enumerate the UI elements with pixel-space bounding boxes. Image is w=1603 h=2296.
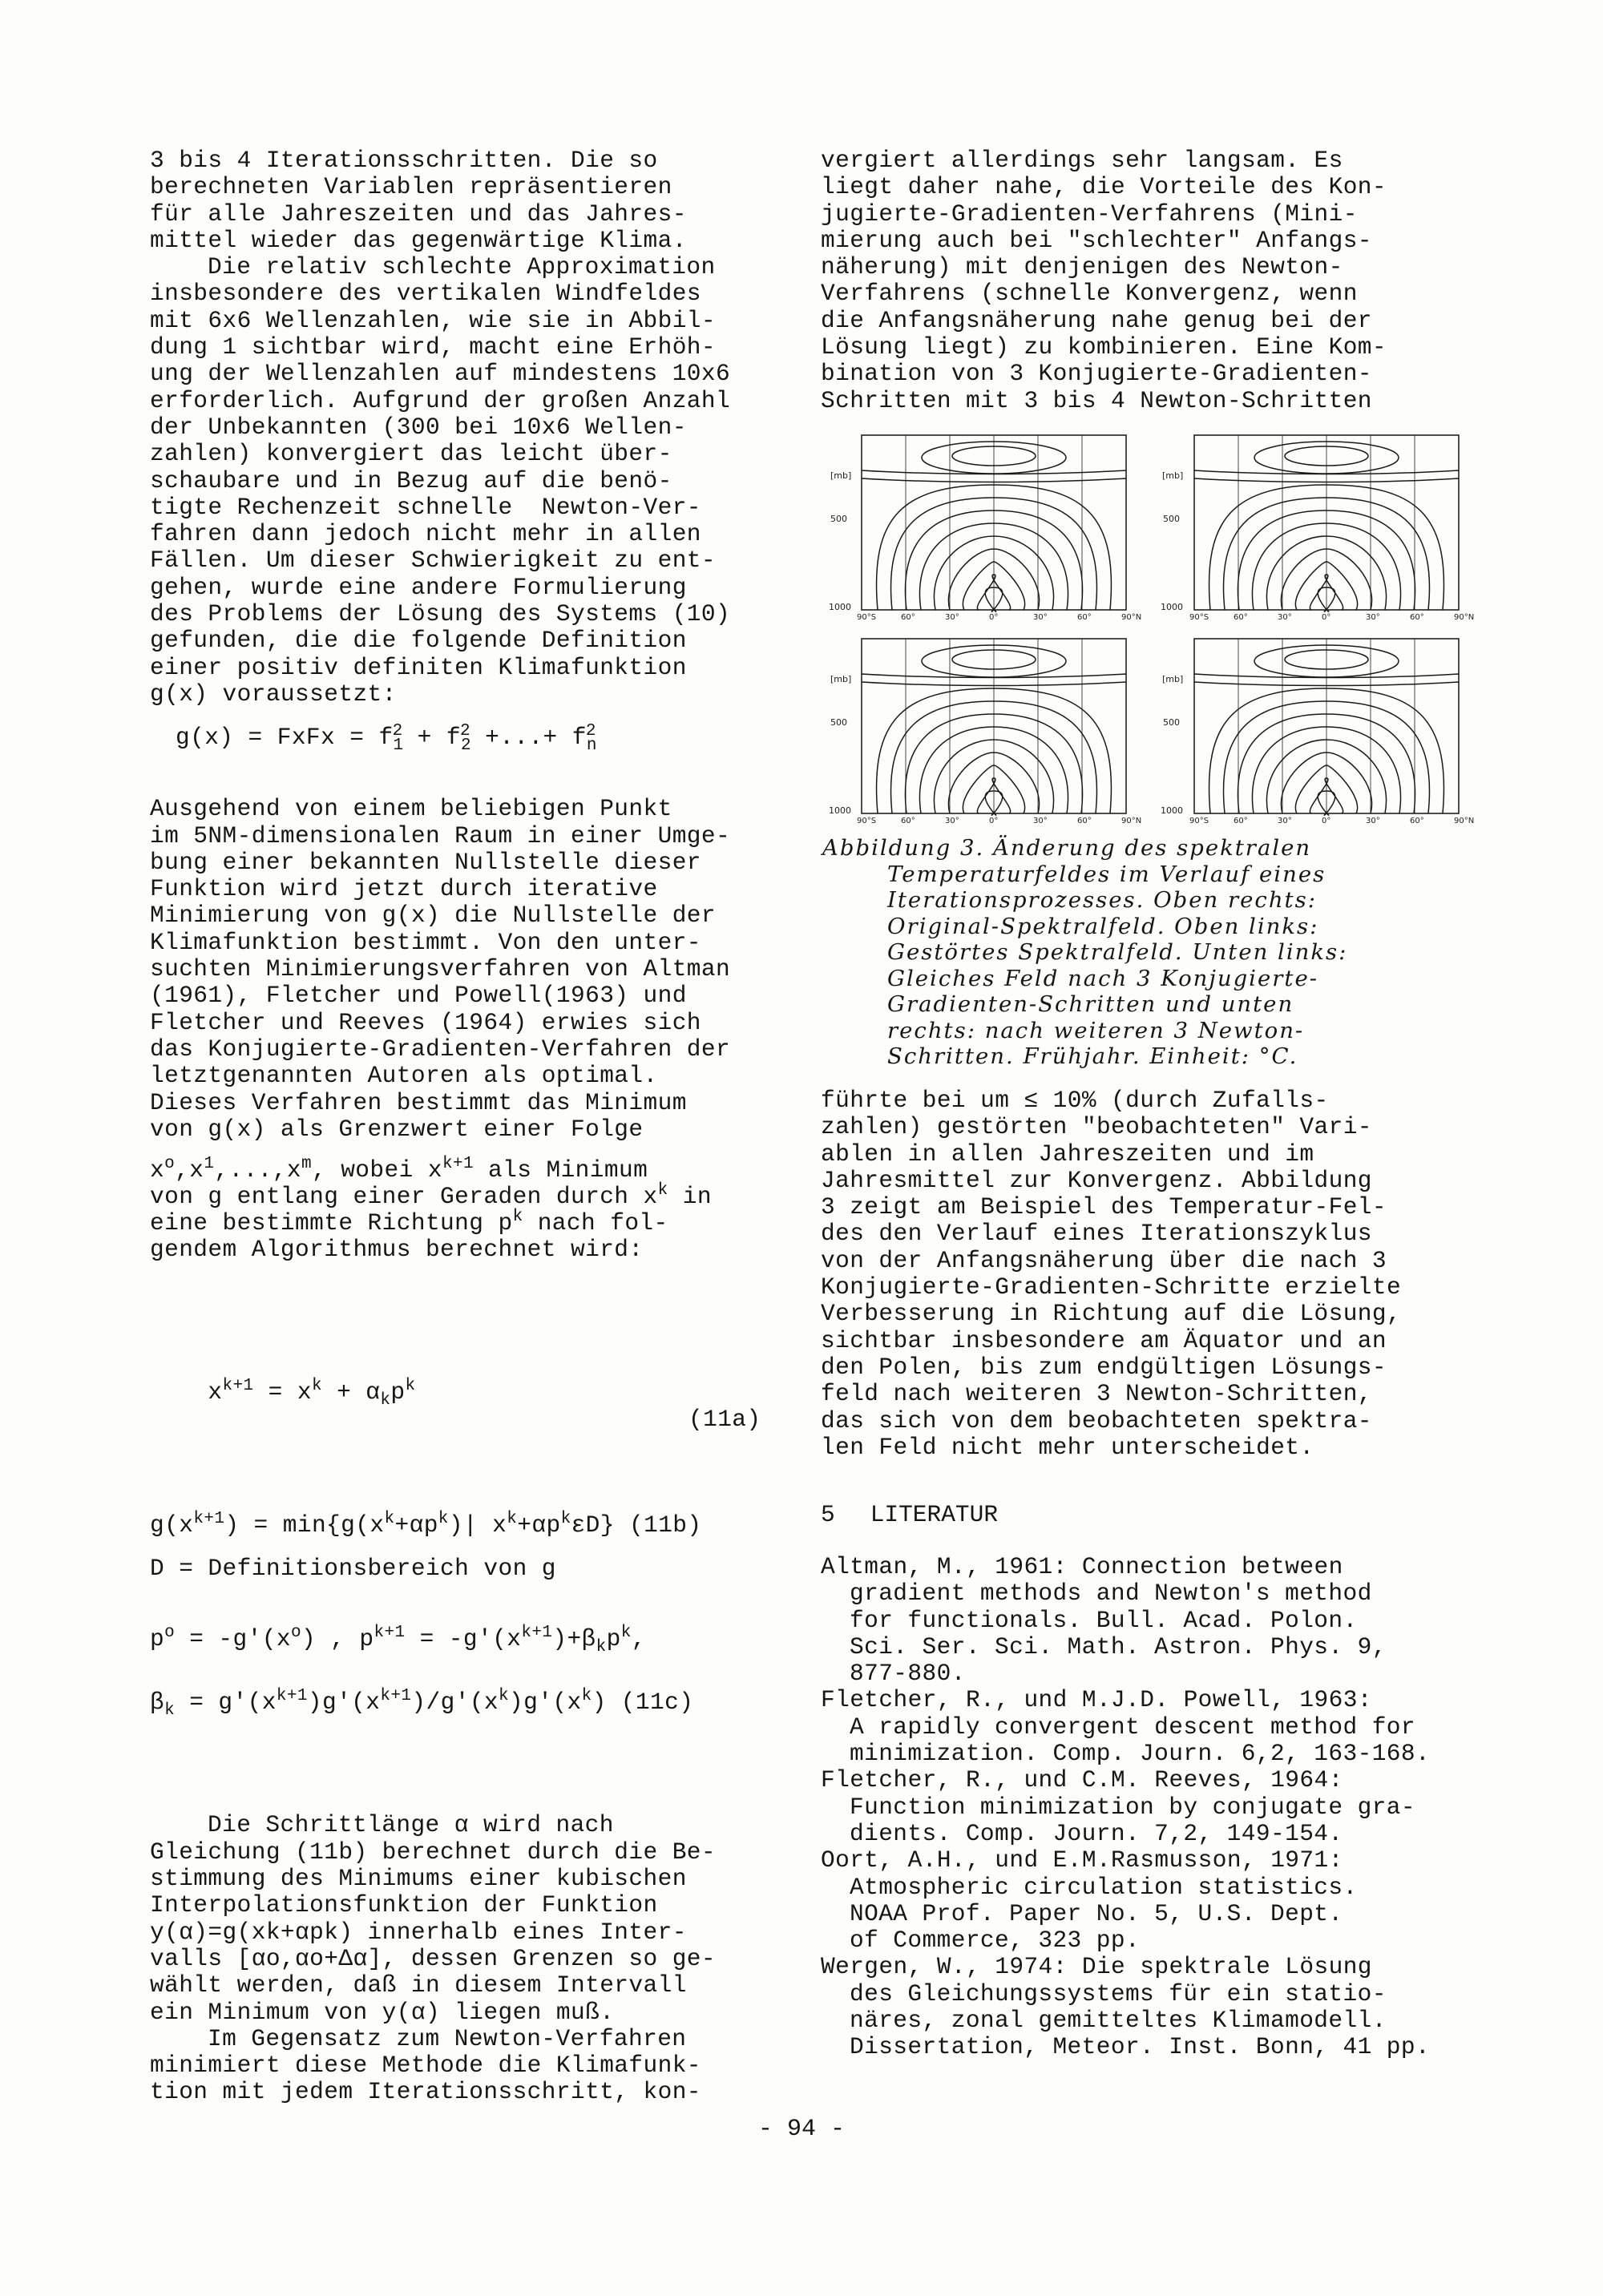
- text-line: bination von 3 Konjugierte-Gradienten-: [821, 360, 1372, 388]
- eq-part: p: [390, 1378, 406, 1406]
- caption-line: Abbildung 3. Änderung des spektralen: [822, 835, 1312, 861]
- eq-sup: k+1: [380, 1687, 412, 1706]
- reference-line: minimization. Comp. Journ. 6,2, 163-168.: [850, 1740, 1431, 1768]
- eq-part: +αp: [394, 1511, 438, 1539]
- eq-sup: k+1: [373, 1624, 406, 1643]
- eq-part: εD} (11b): [571, 1511, 702, 1539]
- text-line: letztgenannten Autoren als optimal.: [150, 1062, 658, 1090]
- x-tick: 60°: [1077, 613, 1092, 622]
- text-line: die Anfangsnäherung nahe genug bei der: [821, 306, 1372, 334]
- text-line: einer positiv definiten Klimafunktion: [150, 653, 687, 681]
- eq-part: ,: [631, 1624, 646, 1652]
- equation-11c: [150, 1687, 775, 1721]
- x-tick: 0°: [1322, 817, 1331, 825]
- x-tick: 90°S: [857, 613, 877, 622]
- text-line: zahlen) gestörten "beobachteten" Vari-: [821, 1113, 1372, 1141]
- y-axis-label: [mb]: [1162, 674, 1184, 684]
- x-tick: 30°: [945, 817, 959, 825]
- x-tick: 90°S: [857, 817, 877, 825]
- text-line: vergiert allerdings sehr langsam. Es: [821, 147, 1343, 174]
- x-tick: 30°: [945, 613, 959, 622]
- text-line: gehen, wurde eine andere Formulierung: [150, 573, 687, 601]
- text-line: näherung) mit denjenigen des Newton-: [821, 253, 1343, 281]
- y-tick: 500: [830, 717, 847, 728]
- text-line: y(α)=g(xk+αpk) innerhalb eines Inter-: [150, 1918, 687, 1946]
- text-line: Gleichung (11b) berechnet durch die Be-: [150, 1838, 717, 1866]
- x-tick: 60°: [1410, 613, 1424, 622]
- y-tick: 1000: [1161, 602, 1183, 612]
- equation-11b: [150, 1512, 775, 1539]
- x-tick: 60°: [1077, 817, 1092, 825]
- section-number: 5: [821, 1501, 835, 1528]
- text-line: Funktion wird jetzt durch iterative: [150, 875, 658, 903]
- x-tick: 90°N: [1454, 613, 1475, 622]
- text-line: dung 1 sichtbar wird, macht eine Erhöh-: [150, 333, 717, 361]
- x-tick: 60°: [1234, 613, 1248, 622]
- eq-sup: k+1: [521, 1624, 553, 1643]
- eq-part: ) (11c): [592, 1689, 694, 1717]
- eq-part: + α: [321, 1378, 381, 1406]
- x-tick: 30°: [1366, 817, 1380, 825]
- text-line: das Konjugierte-Gradienten-Verfahren der: [150, 1035, 731, 1063]
- eq-part: x: [208, 1378, 223, 1406]
- contour-figure: [826, 429, 1475, 825]
- text-line: Im Gegensatz zum Newton-Verfahren: [208, 2024, 687, 2052]
- section-heading: [821, 1501, 1033, 1528]
- eq-part: , wobei x: [312, 1156, 442, 1184]
- x-tick: 30°: [1278, 613, 1292, 622]
- text-line: ung der Wellenzahlen auf mindestens 10x6: [150, 360, 731, 388]
- eq-part: β: [150, 1689, 165, 1717]
- x-tick: 90°N: [1454, 817, 1475, 825]
- x-tick: 90°S: [1189, 613, 1209, 622]
- x-tick: 30°: [1033, 817, 1048, 825]
- eq-sup: k: [657, 1181, 668, 1200]
- y-tick: 500: [1163, 514, 1180, 524]
- text-line: fahren dann jedoch nicht mehr in allen: [150, 520, 701, 548]
- x-tick: 60°: [901, 613, 915, 622]
- eq-part: = -g'(x: [175, 1624, 291, 1652]
- eq-sub: 2: [461, 736, 472, 756]
- eq-part: = -g'(x: [405, 1624, 522, 1652]
- eq-part: als Minimum: [473, 1156, 648, 1184]
- section-title: LITERATUR: [870, 1501, 999, 1528]
- reference-line: for functionals. Bull. Acad. Polon.: [850, 1606, 1358, 1634]
- eq-sup: 2: [585, 722, 596, 741]
- eq-part: = x: [253, 1378, 312, 1406]
- eq-sup: k+1: [193, 1510, 225, 1529]
- text-line: mierung auch bei "schlechter" Anfangs-: [821, 226, 1372, 254]
- text-line: g(x) voraussetzt:: [150, 680, 397, 708]
- reference-line: Fletcher, R., und C.M. Reeves, 1964:: [821, 1766, 1343, 1794]
- text-line: ein Minimum von y(α) liegen muß.: [150, 1998, 615, 2026]
- reference-list: [821, 1554, 1430, 2061]
- reference-line: Sci. Ser. Sci. Math. Astron. Phys. 9,: [850, 1632, 1387, 1660]
- text-line: stimmung des Minimums einer kubischen: [150, 1865, 687, 1893]
- text-line: Dieses Verfahren bestimmt das Minimum: [150, 1088, 687, 1116]
- text-line: Konjugierte-Gradienten-Schritte erzielte: [821, 1273, 1402, 1301]
- y-axis-label: [mb]: [830, 674, 852, 684]
- reference-line: NOAA Prof. Paper No. 5, U.S. Dept.: [850, 1899, 1343, 1927]
- eq-part: +αp: [517, 1511, 561, 1539]
- eq-part: )| x: [448, 1511, 507, 1539]
- text-line: jugierte-Gradienten-Verfahrens (Mini-: [821, 200, 1358, 228]
- text-line: Klimafunktion bestimmt. Von den unter-: [150, 928, 701, 956]
- eq-sup: 2: [392, 722, 403, 741]
- reference-line: Oort, A.H., und E.M.Rasmusson, 1971:: [821, 1846, 1343, 1874]
- caption-line: Gleiches Feld nach 3 Konjugierte-: [887, 965, 1319, 991]
- reference-line: Atmospheric circulation statistics.: [850, 1873, 1358, 1901]
- text-line: den Polen, bis zum endgültigen Lösungs-: [821, 1353, 1387, 1381]
- x-tick: 0°: [1322, 613, 1331, 622]
- reference-item: [821, 1954, 1430, 2060]
- eq-sub: k: [380, 1391, 391, 1410]
- eq-sub: k: [164, 1701, 176, 1721]
- left-column: [150, 147, 775, 2106]
- text-line: ablen in allen Jahreszeiten und im: [821, 1140, 1314, 1168]
- eq-sup: 2: [460, 722, 471, 741]
- eq-sup: o: [164, 1624, 176, 1643]
- text-line: sichtbar insbesondere am Äquator und an: [821, 1326, 1387, 1354]
- eq-part: g(x) = FxFx = f: [176, 724, 394, 752]
- equation-g: [176, 719, 775, 775]
- text-line: mittel wieder das gegenwärtige Klima.: [150, 226, 687, 254]
- reference-line: Fletcher, R., und M.J.D. Powell, 1963:: [821, 1686, 1372, 1714]
- text-line: len Feld nicht mehr unterscheidet.: [821, 1433, 1314, 1461]
- eq-sup: k: [384, 1510, 395, 1529]
- x-tick: 60°: [901, 817, 915, 825]
- caption-line: Gestörtes Spektralfeld. Unten links:: [887, 939, 1348, 965]
- page-number: - 94 -: [757, 2116, 846, 2143]
- reference-line: des Gleichungssystems für ein statio-: [850, 1979, 1387, 2007]
- eq-sup: k: [405, 1377, 416, 1396]
- text-line: des den Verlauf eines Iterationszyklus: [821, 1220, 1372, 1248]
- eq-part: in: [668, 1183, 712, 1211]
- contour-lines: [862, 435, 1459, 815]
- paragraph-step-length: [150, 1812, 775, 2025]
- text-line: 3 zeigt am Beispiel des Temperatur-Fel-: [821, 1193, 1387, 1221]
- text-line: gefunden, die die folgende Definition: [150, 627, 687, 655]
- text-line: minimiert diese Methode die Klimafunk-: [150, 2052, 701, 2080]
- text-line: feld nach weiteren 3 Newton-Schritten,: [821, 1380, 1372, 1408]
- eq-sup: k: [512, 1208, 523, 1227]
- reference-line: näres, zonal gemitteltes Klimamodell.: [850, 2007, 1387, 2035]
- eq-part: g(x: [150, 1511, 194, 1539]
- eq-sup: k: [311, 1377, 322, 1396]
- x-tick: 30°: [1278, 817, 1292, 825]
- y-tick: 1000: [1161, 805, 1183, 816]
- eq-sub: n: [586, 736, 597, 756]
- figure-caption: [822, 835, 1347, 1070]
- text-line: Die relativ schlechte Approximation: [208, 253, 716, 281]
- text-line: schaubare und in Bezug auf die benö-: [150, 466, 672, 494]
- caption-line: Original-Spektralfeld. Oben links:: [887, 913, 1319, 939]
- eq-sup: k+1: [442, 1155, 474, 1174]
- eq-part: = g'(x: [175, 1689, 277, 1717]
- reference-item: [821, 1767, 1430, 1847]
- y-axis-label: [mb]: [1162, 470, 1184, 481]
- equation-domain: D = Definitionsbereich von g: [150, 1554, 556, 1582]
- caption-line: rechts: nach weiteren 3 Newton-: [887, 1017, 1305, 1043]
- reference-line: Function minimization by conjugate gra-: [850, 1793, 1416, 1821]
- caption-line: Iterationsprozesses. Oben rechts:: [887, 887, 1317, 913]
- reference-line: Altman, M., 1961: Connection between: [821, 1553, 1343, 1580]
- y-tick: 1000: [829, 602, 851, 612]
- equation-p: [150, 1624, 775, 1656]
- text-line: von g(x) als Grenzwert einer Folge: [150, 1115, 644, 1143]
- text-line: im 5NM-dimensionalen Raum in einer Umge-: [150, 821, 731, 849]
- eq-part: )g'(x: [509, 1689, 582, 1717]
- text-line: Verbesserung in Richtung auf die Lösung,: [821, 1300, 1402, 1328]
- right-column-middle: [821, 1087, 1486, 1461]
- text-line: für alle Jahreszeiten und das Jahres-: [150, 200, 687, 228]
- text-line: tigte Rechenzeit schnelle Newton-Ver-: [150, 493, 701, 521]
- text-line: mit 6x6 Wellenzahlen, wie sie in Abbil-: [150, 306, 717, 334]
- eq-part: +...+ f: [470, 724, 587, 752]
- x-tick: 60°: [1410, 817, 1424, 825]
- reference-item: [821, 1554, 1430, 1687]
- eq-sup: m: [301, 1155, 312, 1174]
- text-line: Fällen. Um dieser Schwierigkeit zu ent-: [150, 547, 717, 575]
- text-line: 3 bis 4 Iterationsschritten. Die so: [150, 147, 658, 174]
- text-line: der Unbekannten (300 bei 10x6 Wellen-: [150, 413, 687, 441]
- equation-11a: [150, 1353, 775, 1459]
- equation-label: (11a): [688, 1405, 761, 1433]
- caption-line: Schritten. Frühjahr. Einheit: °C.: [887, 1043, 1298, 1069]
- eq-sup: o: [164, 1155, 176, 1174]
- caption-line: Temperaturfeldes im Verlauf eines: [887, 861, 1326, 887]
- eq-sup: k+1: [276, 1687, 308, 1706]
- paragraph-approximation: [150, 254, 775, 708]
- reference-line: dients. Comp. Journ. 7,2, 149-154.: [850, 1819, 1343, 1847]
- sequence-definition: [150, 1157, 775, 1263]
- text-line: Jahresmittel zur Konvergenz. Abbildung: [821, 1166, 1372, 1194]
- text-line: valls [αo,αo+Δα], dessen Grenzen so ge-: [150, 1944, 717, 1972]
- x-tick: 0°: [989, 817, 999, 825]
- text-line: erforderlich. Aufgrund der großen Anzahl: [150, 386, 731, 414]
- text-line: führte bei um ≤ 10% (durch Zufalls-: [821, 1087, 1329, 1114]
- eq-sup: k: [507, 1510, 518, 1529]
- y-axis-label: [mb]: [830, 470, 852, 481]
- text-line: des Problems der Lösung des Systems (10): [150, 600, 731, 628]
- paragraph-intro: [150, 147, 775, 254]
- text-line: Interpolationsfunktion der Funktion: [150, 1891, 658, 1919]
- text-line: insbesondere des vertikalen Windfeldes: [150, 280, 701, 308]
- x-tick: 30°: [1033, 613, 1048, 622]
- eq-part: x: [150, 1156, 165, 1184]
- text-line: Schritten mit 3 bis 4 Newton-Schritten: [821, 386, 1372, 414]
- x-tick: 90°N: [1121, 613, 1142, 622]
- text-line: berechneten Variablen repräsentieren: [150, 173, 672, 201]
- text-line: von der Anfangsnäherung über die nach 3: [821, 1246, 1387, 1274]
- eq-sup: k+1: [222, 1377, 254, 1396]
- eq-sup: k: [560, 1510, 571, 1529]
- x-tick: 60°: [1234, 817, 1248, 825]
- y-tick: 500: [830, 514, 847, 524]
- text-line: Die Schrittlänge α wird nach: [208, 1811, 614, 1839]
- text-line: (1961), Fletcher und Powell(1963) und: [150, 982, 687, 1010]
- eq-part: ) , p: [301, 1624, 374, 1652]
- eq-part: nach fol-: [523, 1209, 668, 1237]
- eq-part: ) = min{g(x: [224, 1511, 385, 1539]
- x-tick: 90°N: [1121, 817, 1142, 825]
- eq-part: + f: [402, 724, 461, 752]
- eq-sub: k: [596, 1637, 607, 1656]
- eq-sup: k: [581, 1687, 592, 1706]
- text-line: Minimierung von g(x) die Nullstelle der: [150, 902, 717, 930]
- text-line: das sich von dem beobachteten spektra-: [821, 1406, 1372, 1434]
- x-tick: 30°: [1366, 613, 1380, 622]
- text-line: Lösung liegt) zu kombinieren. Eine Kom-: [821, 333, 1387, 361]
- x-tick: 90°S: [1189, 817, 1209, 825]
- text-line: tion mit jedem Iterationsschritt, kon-: [150, 2078, 701, 2106]
- eq-sup: o: [290, 1624, 301, 1643]
- text-line: Verfahrens (schnelle Konvergenz, wenn: [821, 280, 1358, 308]
- eq-sup: k: [438, 1510, 449, 1529]
- eq-part: von g entlang einer Geraden durch x: [150, 1183, 658, 1211]
- text-line: suchten Minimierungsverfahren von Altman: [150, 955, 731, 983]
- paragraph-minimization: [150, 796, 775, 1143]
- reference-line: gradient methods and Newton's method: [850, 1580, 1372, 1608]
- text-line: liegt daher nahe, die Vorteile des Kon-: [821, 173, 1387, 201]
- text-line: wählt werden, daß in diesem Intervall: [150, 1971, 687, 1999]
- y-tick: 500: [1163, 717, 1180, 728]
- paragraph-newton-comparison: [150, 2026, 775, 2106]
- text-line: gendem Algorithmus berechnet wird:: [150, 1236, 644, 1264]
- eq-part: )/g'(x: [411, 1689, 499, 1717]
- x-tick: 0°: [989, 613, 999, 622]
- eq-part: ,...,x: [214, 1156, 301, 1184]
- text-line: bung einer bekannten Nullstelle dieser: [150, 848, 701, 876]
- text-line: Fletcher und Reeves (1964) erwies sich: [150, 1008, 701, 1036]
- text-line: zahlen) konvergiert das leicht über-: [150, 440, 672, 468]
- reference-item: [821, 1847, 1430, 1954]
- y-tick: 1000: [829, 805, 851, 816]
- eq-part: eine bestimmte Richtung p: [150, 1209, 513, 1237]
- eq-sup: k: [499, 1687, 510, 1706]
- caption-line: Gradienten-Schritten und unten: [887, 991, 1294, 1017]
- eq-sup: k: [620, 1624, 632, 1643]
- right-column-top: [821, 147, 1486, 414]
- reference-item: [821, 1687, 1430, 1767]
- reference-line: 877-880.: [850, 1660, 966, 1688]
- reference-line: of Commerce, 323 pp.: [850, 1927, 1141, 1955]
- reference-line: Wergen, W., 1974: Die spektrale Lösung: [821, 1953, 1372, 1981]
- reference-line: Dissertation, Meteor. Inst. Bonn, 41 pp.: [850, 2033, 1431, 2061]
- eq-part: ,x: [175, 1156, 204, 1184]
- eq-part: p: [606, 1624, 621, 1652]
- eq-part: p: [150, 1624, 165, 1652]
- eq-part: )+β: [552, 1624, 596, 1652]
- reference-line: A rapidly convergent descent method for: [850, 1713, 1416, 1741]
- eq-sub: 1: [393, 736, 404, 756]
- text-line: Ausgehend von einem beliebigen Punkt: [150, 795, 672, 823]
- eq-sup: 1: [204, 1155, 215, 1174]
- eq-part: )g'(x: [307, 1689, 381, 1717]
